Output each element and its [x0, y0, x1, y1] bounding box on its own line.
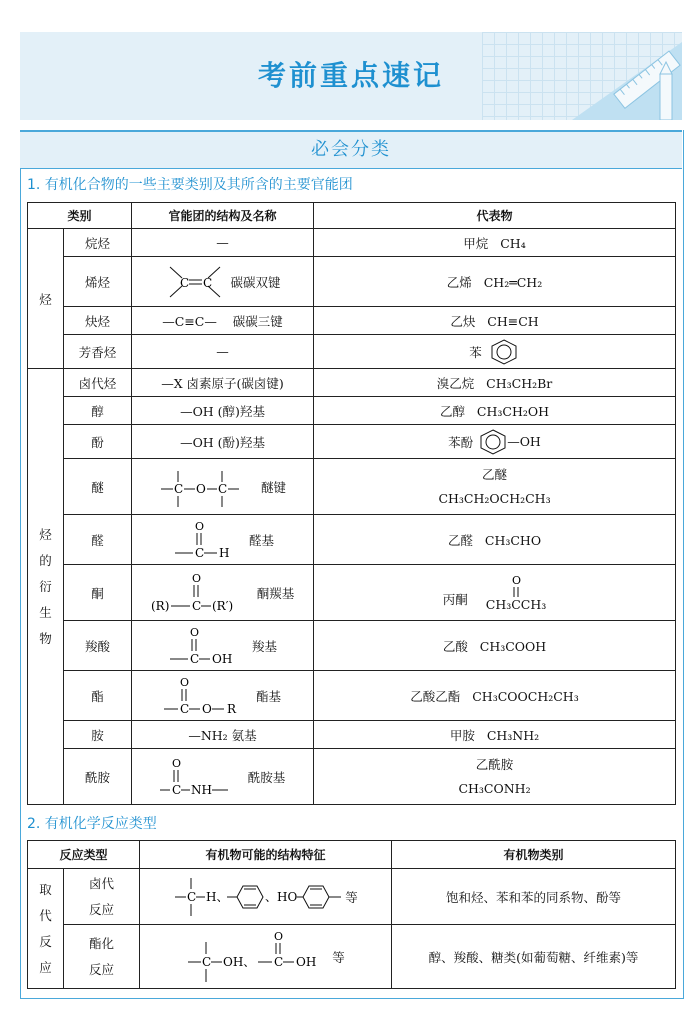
class-name: 烯烃 [64, 257, 132, 307]
representative [314, 397, 676, 425]
header-category: 类别 [28, 203, 132, 229]
table-row [28, 565, 676, 621]
rep-name: 苯酚 [448, 434, 474, 450]
svg-text:O: O [512, 574, 522, 587]
svg-text:O: O [190, 625, 200, 639]
svg-text:OH: OH [212, 651, 233, 666]
group-char: 的 [39, 552, 52, 568]
group-char: 代 [39, 907, 52, 923]
header-organic-category: 有机物类别 [392, 841, 676, 869]
group-derivative [28, 369, 64, 805]
svg-text:O: O [202, 701, 212, 716]
fg-name: 羧基 [252, 638, 278, 654]
table-row [28, 925, 676, 989]
structure-feature [140, 869, 392, 925]
svg-text:OH: OH [296, 954, 317, 969]
feature-suffix: 等 [332, 949, 345, 965]
svg-text:C: C [174, 481, 184, 496]
group-char: 衍 [39, 578, 52, 594]
group-char: 生 [39, 604, 52, 620]
svg-text:C: C [218, 481, 228, 496]
class-name: 醛 [64, 515, 132, 565]
class-name: 酚 [64, 425, 132, 459]
table-header-row [28, 203, 676, 229]
class-name: 烷烃 [64, 229, 132, 257]
fg-name: 醚键 [261, 479, 287, 495]
fg-name: 酮羰基 [256, 585, 295, 601]
rep-formula: CH₃CH₂OH [476, 403, 550, 419]
class-name: 芳香烃 [64, 335, 132, 369]
rep-name: 乙醚 [482, 466, 508, 482]
svg-text:OH、: OH、 [223, 954, 256, 969]
representative [314, 369, 676, 397]
table-row [28, 229, 676, 257]
feature-suffix: 等 [345, 889, 358, 905]
svg-text:C: C [195, 545, 205, 560]
svg-text:C: C [171, 782, 181, 797]
rep-formula: CH₃CHO [484, 532, 542, 548]
class-name: 酮 [64, 565, 132, 621]
svg-text:(R′): (R′) [211, 598, 233, 613]
functional-group-table [27, 202, 676, 805]
functional-group: —X 卤素原子(碳卤键) [132, 369, 314, 397]
svg-text:C: C [191, 598, 201, 613]
svg-text:O: O [191, 571, 201, 585]
representative [314, 335, 676, 369]
representative [314, 307, 676, 335]
ketone-group-structure [151, 570, 247, 616]
fg-name: 碳碳三键 [232, 313, 283, 329]
representative [314, 257, 676, 307]
fg-structure: —C≡C— [162, 313, 217, 329]
benzene-ring-icon [488, 338, 520, 366]
table-row [28, 869, 676, 925]
representative [314, 229, 676, 257]
class-name: 醚 [64, 459, 132, 515]
reaction-subtype [64, 869, 140, 925]
fg-name: 酯基 [256, 688, 282, 704]
fg-name: 酰胺基 [247, 769, 286, 785]
table-row [28, 515, 676, 565]
svg-text:、HO: 、HO [265, 889, 298, 904]
table-row [28, 721, 676, 749]
organic-category: 饱和烃、苯和苯的同系物、酚等 [392, 869, 676, 925]
rep-name: 乙醛 [447, 532, 473, 548]
rep-name: 乙酸乙酯 [410, 688, 461, 704]
group-char: 取 [39, 881, 52, 897]
rep-formula: CH₂═CH₂ [483, 274, 543, 290]
svg-text:C: C [187, 889, 197, 904]
rep-name: 丙酮 [442, 592, 468, 607]
svg-text:O: O [196, 481, 206, 496]
benzene-ring-icon [477, 428, 509, 456]
group-hydrocarbon: 烃 [28, 229, 64, 369]
part1-heading: 1. 有机化合物的一些主要类别及其所含的主要官能团 [27, 177, 353, 193]
header-functional-group: 官能团的结构及名称 [132, 203, 314, 229]
functional-group [132, 565, 314, 621]
rep-formula: CH₃NH₂ [486, 727, 540, 743]
ether-bond-structure [159, 463, 249, 511]
class-name: 醇 [64, 397, 132, 425]
representative [314, 721, 676, 749]
svg-text:H、: H、 [206, 889, 229, 904]
representative [314, 459, 676, 515]
header-banner [20, 32, 682, 120]
page-title: 考前重点速记 [257, 59, 444, 92]
table-row [28, 257, 676, 307]
rep-formula: CH₃CH₂Br [486, 375, 553, 391]
table-row [28, 307, 676, 335]
fg-name: 碳碳双键 [230, 274, 281, 290]
svg-text:C: C [190, 651, 200, 666]
group-char: 应 [39, 959, 52, 975]
functional-group: —NH₂ 氨基 [132, 721, 314, 749]
halogenation-structures [173, 872, 373, 922]
header-reaction-type: 反应类型 [28, 841, 140, 869]
class-name: 酰胺 [64, 749, 132, 805]
svg-text:(R): (R) [150, 598, 170, 613]
functional-group [132, 257, 314, 307]
rep-name: 乙酸 [442, 638, 468, 654]
rep-name: 乙烯 [446, 274, 472, 290]
subtype-line: 反应 [89, 901, 115, 917]
organic-category: 醇、羧酸、糖类(如葡萄糖、纤维素)等 [392, 925, 676, 989]
representative [314, 515, 676, 565]
rep-formula: CH₃CCH₃ [485, 597, 547, 612]
carboxyl-group-structure [168, 624, 238, 668]
subtype-line: 反应 [89, 961, 115, 977]
fg-name: 醛基 [249, 532, 275, 548]
representative [314, 749, 676, 805]
rep-formula: —OH [507, 434, 541, 449]
subtype-line: 酯化 [89, 935, 115, 951]
amide-group-structure [160, 755, 236, 799]
svg-text:O: O [274, 929, 284, 943]
functional-group: —OH (酚)羟基 [132, 425, 314, 459]
double-bond-structure [165, 261, 225, 303]
part2-heading: 2. 有机化学反应类型 [27, 816, 157, 832]
reaction-subtype [64, 925, 140, 989]
class-name: 酯 [64, 671, 132, 721]
svg-text:C: C [179, 275, 189, 290]
table-row [28, 671, 676, 721]
rep-formula: CH₃CH₂OCH₂CH₃ [438, 490, 551, 506]
representative [314, 671, 676, 721]
group-char: 反 [39, 933, 52, 949]
ketone-formula [486, 573, 547, 612]
header-structure-feature: 有机物可能的结构特征 [140, 841, 392, 869]
rep-formula: CH₃COOCH₂CH₃ [472, 688, 579, 704]
functional-group: — [132, 335, 314, 369]
svg-text:H: H [219, 545, 230, 560]
representative [314, 425, 676, 459]
reaction-type-table [27, 840, 676, 989]
rep-name: 甲烷 [463, 235, 489, 251]
table-row [28, 397, 676, 425]
functional-group [132, 307, 314, 335]
group-char: 烃 [39, 526, 52, 542]
representative [314, 565, 676, 621]
subtype-line: 卤代 [89, 875, 115, 891]
table-header-row [28, 841, 676, 869]
functional-group [132, 671, 314, 721]
svg-text:O: O [195, 519, 205, 533]
svg-text:C: C [202, 275, 212, 290]
svg-text:NH: NH [190, 782, 212, 797]
class-name: 胺 [64, 721, 132, 749]
rep-formula: CH≡CH [487, 313, 539, 329]
svg-text:R: R [227, 701, 237, 716]
representative [314, 621, 676, 671]
table-row [28, 459, 676, 515]
functional-group [132, 515, 314, 565]
table-row [28, 749, 676, 805]
rep-formula: CH₃CONH₂ [458, 780, 531, 796]
rep-name: 甲胺 [449, 727, 475, 743]
table-row [28, 621, 676, 671]
carbonyl-mark [486, 573, 546, 597]
functional-group: — [132, 229, 314, 257]
class-name: 羧酸 [64, 621, 132, 671]
aldehyde-group-structure [171, 518, 235, 562]
functional-group [132, 621, 314, 671]
esterification-structures [186, 928, 326, 986]
rep-name: 苯 [469, 344, 482, 360]
svg-text:O: O [171, 756, 181, 770]
group-substitution [28, 869, 64, 989]
class-name: 炔烃 [64, 307, 132, 335]
structure-feature [140, 925, 392, 989]
svg-text:C: C [274, 954, 284, 969]
functional-group [132, 459, 314, 515]
svg-text:C: C [202, 954, 212, 969]
group-char: 物 [39, 630, 52, 646]
functional-group: —OH (醇)羟基 [132, 397, 314, 425]
table-row [28, 369, 676, 397]
rep-name: 乙醇 [439, 403, 465, 419]
rep-name: 乙炔 [450, 313, 476, 329]
rep-name: 溴乙烷 [436, 375, 475, 391]
table-row [28, 425, 676, 459]
header-representative: 代表物 [314, 203, 676, 229]
rep-name: 乙酰胺 [475, 756, 514, 772]
section-title: 必会分类 [20, 130, 682, 169]
ester-group-structure [164, 674, 242, 718]
rep-formula: CH₃COOH [479, 638, 547, 654]
class-name: 卤代烃 [64, 369, 132, 397]
table-row [28, 335, 676, 369]
rep-formula: CH₄ [500, 235, 526, 251]
svg-text:C: C [180, 701, 190, 716]
functional-group [132, 749, 314, 805]
svg-text:O: O [180, 675, 190, 689]
